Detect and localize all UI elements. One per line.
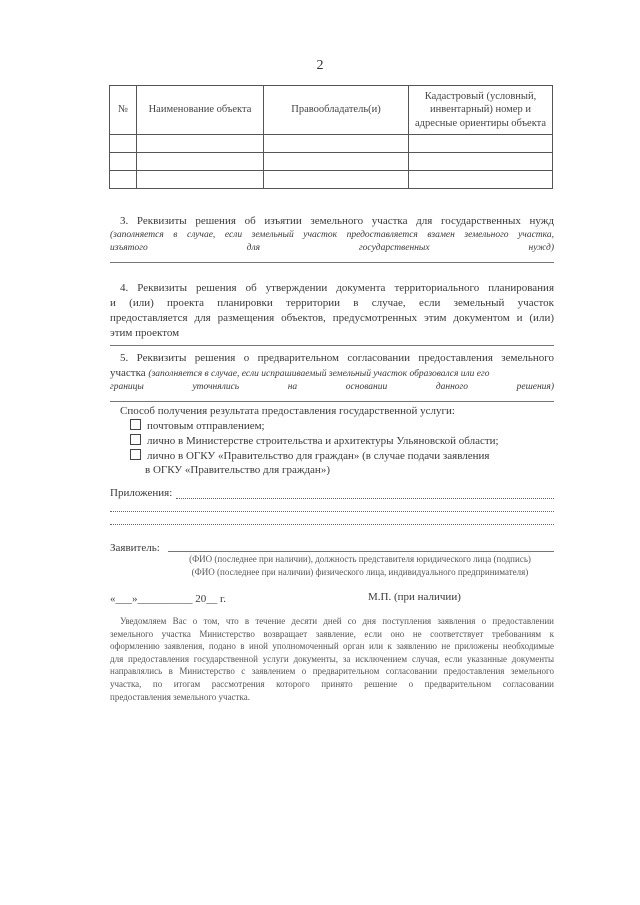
- page-number: 2: [316, 58, 324, 73]
- section5-title: 5. Реквизиты решения о предварительном согласовании предоставления земельного: [120, 352, 554, 364]
- delivery-option-ministry[interactable]: [130, 434, 499, 448]
- table-cell[interactable]: [264, 171, 409, 189]
- section4-text: этим проектом: [110, 327, 180, 339]
- stamp-label: М.П. (при наличии): [368, 591, 461, 603]
- table-header-row: [110, 86, 553, 135]
- checkbox-mail[interactable]: [130, 419, 141, 430]
- notice-line: оформлению заявления, подано в иной уполномоченный орган или к заявлению не приложены необходимые: [110, 641, 554, 652]
- attachments-line[interactable]: [176, 498, 554, 499]
- attachments-line[interactable]: [110, 511, 554, 512]
- delivery-option-ogku[interactable]: [130, 449, 554, 463]
- applicant-hint-legal: (ФИО (последнее при наличии), должность представителя юридического лица (подпись): [189, 554, 531, 564]
- table-cell[interactable]: [137, 153, 264, 171]
- delivery-option-mail[interactable]: [130, 419, 265, 433]
- section3-note-cont: изъятого для государственных нужд): [110, 243, 554, 253]
- table-cell[interactable]: [409, 153, 553, 171]
- section4-title: 4. Реквизиты решения об утверждении документа территориального планирования: [120, 282, 554, 294]
- table-header-object-name: Наименование объекта: [137, 86, 264, 135]
- notice-line: земельного участка Министерство возвращает заявление, если оно не соответствует требованиям к: [110, 628, 554, 639]
- objects-table: [109, 85, 553, 189]
- section3-note: (заполняется в случае, если земельный участок предоставляется взамен земельного участка,: [110, 230, 554, 240]
- section4-text: предоставляется для размещения объектов, предусмотренных этим документом и (или): [110, 312, 554, 324]
- attachments-line[interactable]: [110, 524, 554, 525]
- date-line[interactable]: «___»__________ 20__ г.: [110, 593, 227, 605]
- section5-text: [110, 366, 554, 381]
- table-row: [110, 153, 553, 171]
- delivery-option-label: лично в Министерстве строительства и архитектуры Ульяновской области;: [147, 435, 499, 447]
- notice-line: направлялись в Министерство с заявлением о предварительном согласовании предоставления земельного: [110, 666, 554, 677]
- delivery-title: Способ получения результата предоставления государственной услуги:: [120, 405, 455, 417]
- table-cell[interactable]: [264, 135, 409, 153]
- table-cell[interactable]: [110, 153, 137, 171]
- table-cell[interactable]: [409, 135, 553, 153]
- table-header-number: №: [110, 86, 137, 135]
- notice-line: участка, по итогам рассмотрения которого принято решение о предварительном согласовании: [110, 678, 554, 689]
- checkbox-ministry[interactable]: [130, 434, 141, 445]
- notice-line: для предоставления государственной услуги документы, за исключением случая, если указанные документы: [110, 653, 554, 664]
- notice-line: Уведомляем Вас о том, что в течение десяти дней со дня поступления заявления о предоставлении: [120, 616, 554, 626]
- delivery-option-label: лично в ОГКУ «Правительство для граждан» (в случае подачи заявления: [147, 450, 490, 462]
- section3-fill-line[interactable]: [110, 262, 554, 263]
- table-cell[interactable]: [110, 171, 137, 189]
- delivery-option-label: почтовым отправлением;: [147, 420, 265, 432]
- table-cell[interactable]: [409, 171, 553, 189]
- applicant-signature-line[interactable]: [168, 551, 554, 552]
- section3-title: 3. Реквизиты решения об изъятии земельного участка для государственных нужд: [120, 215, 554, 227]
- attachments-label: Приложения:: [110, 487, 173, 499]
- table-row: [110, 135, 553, 153]
- applicant-label: Заявитель:: [110, 542, 160, 554]
- section4-text: и (или) проекта планировки территории в случае, если земельный участок: [110, 297, 554, 309]
- table-cell[interactable]: [137, 171, 264, 189]
- table-header-owner: Правообладатель(и): [264, 86, 409, 135]
- table-row: [110, 171, 553, 189]
- section4-fill-line[interactable]: [110, 345, 554, 346]
- table-cell[interactable]: [264, 153, 409, 171]
- section5-fill-line[interactable]: [110, 401, 554, 402]
- notice-line: предоставления земельного участка.: [110, 691, 250, 702]
- table-cell[interactable]: [110, 135, 137, 153]
- table-cell[interactable]: [137, 135, 264, 153]
- section5-note: (заполняется в случае, если испрашиваемый земельный участок образовался или его: [148, 369, 490, 379]
- checkbox-ogku[interactable]: [130, 449, 141, 460]
- table-header-cadastral: Кадастровый (условный, инвентарный) номер и адресные ориентиры объекта: [409, 86, 553, 135]
- notice-paragraph: [110, 615, 554, 703]
- section5-word: участка: [110, 367, 146, 379]
- applicant-hint-individual: (ФИО (последнее при наличии) физического лица, индивидуального предпринимателя): [191, 567, 529, 577]
- delivery-option-ogku-cont: в ОГКУ «Правительство для граждан»): [145, 464, 330, 476]
- section5-note-cont: границы уточнялись на основании данного решения): [110, 382, 554, 392]
